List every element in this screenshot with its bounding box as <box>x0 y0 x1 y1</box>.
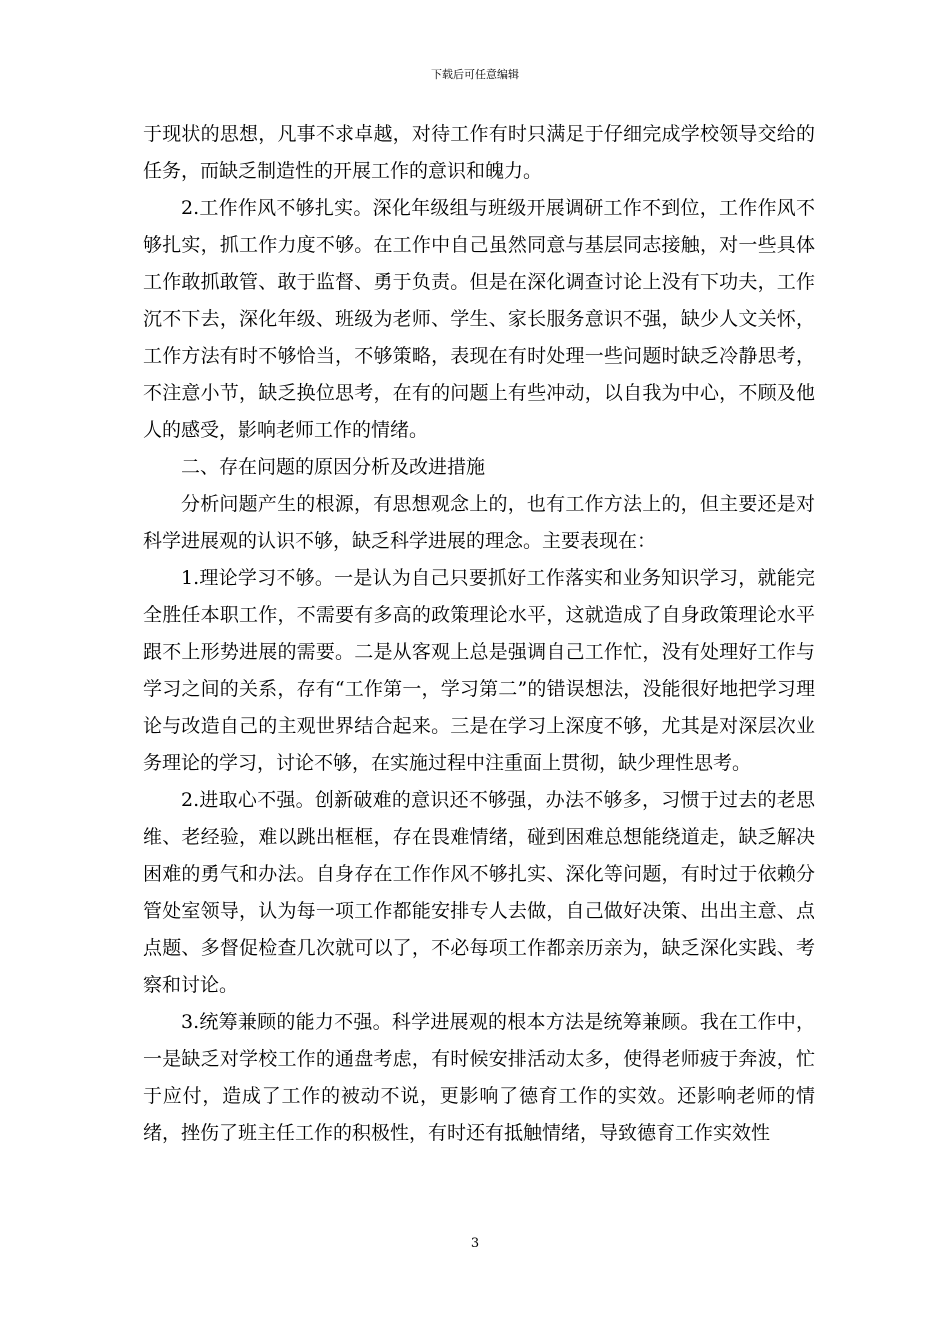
paragraph-continuation: 于现状的思想，凡事不求卓越，对待工作有时只满足于仔细完成学校领导交给的任务，而缺乏制造性的开展工作的意识和魄力。 <box>143 123 815 182</box>
paragraph-theory-study: 1.理论学习不够。一是认为自己只要抓好工作落实和业务知识学习，就能完全胜任本职工作，不需要有多高的政策理论水平，这就造成了自身政策理论水平跟不上形势进展的需要。二是从客观上总是强调自己工作忙，没有处理好工作与学习之间的关系，存有“工作第一，学习第二”的错误想法，没能很好地把学习理论与改造自己的主观世界结合起来。三是在学习上深度不够，尤其是对深层次业务理论的学习，讨论不够，在实施过程中注重面上贯彻，缺少理性思考。 <box>143 567 815 774</box>
document-body <box>143 116 815 1152</box>
paragraph-coordination: 3.统筹兼顾的能力不强。科学进展观的根本方法是统筹兼顾。我在工作中，一是缺乏对学校工作的通盘考虑，有时候安排活动太多，使得老师疲于奔波，忙于应付，造成了工作的被动不说，更影响了德育工作的实效。还影响老师的情绪，挫伤了班主任工作的积极性，有时还有抵触情绪，导致德育工作实效性 <box>143 1011 815 1144</box>
paragraph-work-style: 2.工作作风不够扎实。深化年级组与班级开展调研工作不到位，工作作风不够扎实，抓工作力度不够。在工作中自己虽然同意与基层同志接触，对一些具体工作敢抓敢管、敢于监督、勇于负责。但是在深化调查讨论上没有下功夫，工作沉不下去，深化年级、班级为老师、学生、家长服务意识不强，缺少人文关怀，工作方法有时不够恰当，不够策略，表现在有时处理一些问题时缺乏冷静思考，不注意小节，缺乏换位思考，在有的问题上有些冲动，以自我为中心，不顾及他人的感受，影响老师工作的情绪。 <box>143 197 815 441</box>
page-number: 3 <box>470 1236 480 1251</box>
paragraph-enterprise: 2.进取心不强。创新破难的意识还不够强，办法不够多，习惯于过去的老思维、老经验，难以跳出框框，存在畏难情绪，碰到困难总想能绕道走，缺乏解决困难的勇气和办法。自身存在工作作风不够扎实、深化等问题，有时过于依赖分管处室领导，认为每一项工作都能安排专人去做，自己做好决策、出出主意、点点题、多督促检查几次就可以了，不必每项工作都亲历亲为，缺乏深化实践、考察和讨论。 <box>143 789 815 996</box>
page-header: 下载后可任意编辑 <box>431 68 519 81</box>
paragraph-root-analysis: 分析问题产生的根源，有思想观念上的，也有工作方法上的，但主要还是对科学进展观的认识不够，缺乏科学进展的理念。主要表现在： <box>143 493 815 552</box>
section-heading-causes: 二、存在问题的原因分析及改进措施 <box>181 456 486 478</box>
